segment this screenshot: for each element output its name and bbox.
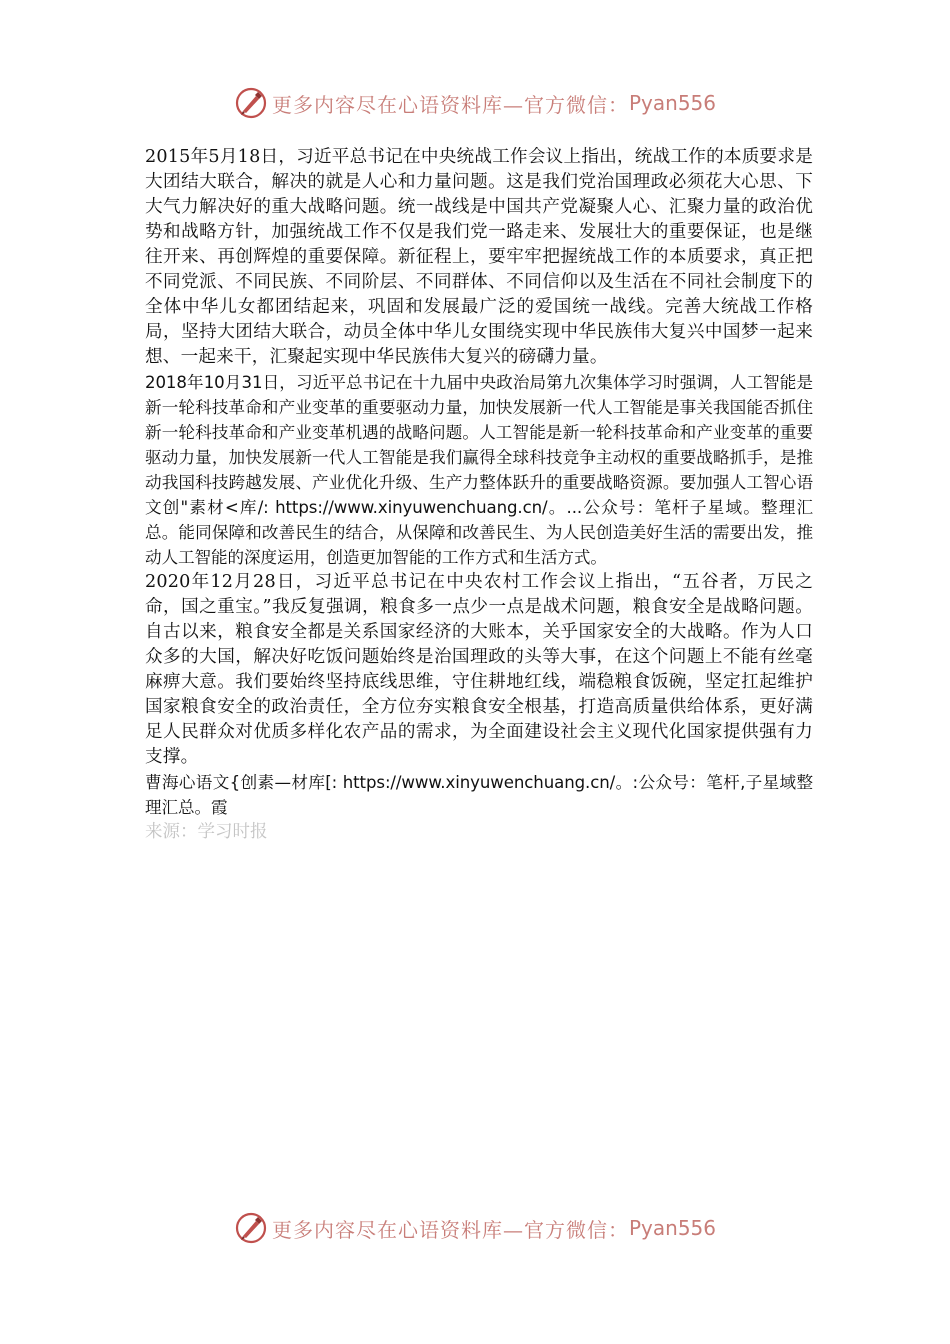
header-wechat-id: Pyan556 [628, 91, 716, 115]
footer-wechat-id: Pyan556 [628, 1216, 716, 1240]
document-body [145, 145, 813, 845]
paragraph-united-front: 2015年5月18日，习近平总书记在中央统战工作会议上指出，统战工作的本质要求是大团结大联合，解决的就是人心和力量问题。这是我们党治国理政必须花大心思、下大气力解决好的重大战略问题。统一战线是中国共产党凝聚人心、汇聚力量的政治优势和战略方针，加强统战工作不仅是我们党一路走来、发展壮大的重要保证，也是继往开来、再创辉煌的重要保障。新征程上，要牢牢把握统战工作的本质要求，真正把不同党派、不同民族、不同阶层、不同群体、不同信仰以及生活在不同社会制度下的全体中华儿女都团结起来，巩固和发展最广泛的爱国统一战线。完善大统战工作格局，坚持大团结大联合，动员全体中华儿女围绕实现中华民族伟大复兴中国梦一起来想、一起来干，汇聚起实现中华民族伟大复兴的磅礴力量。 [145, 147, 813, 367]
paragraph-food-security: 2020年12月28日，习近平总书记在中央农村工作会议上指出，“五谷者，万民之命，国之重宝。”我反复强调，粮食多一点少一点是战术问题，粮食安全是战略问题。自古以来，粮食安全都是关系国家经济的大账本，关乎国家安全的大战略。作为人口众多的大国，解决好吃饭问题始终是治国理政的头等大事，在这个问题上不能有丝毫麻痹大意。我们要始终坚持底线思维，守住耕地红线，端稳粮食饭碗，坚定扛起维护国家粮食安全的政治责任，全方位夯实粮食安全根基，打造高质量供给体系，更好满足人民群众对优质多样化农产品的需求，为全面建设社会主义现代化国家提供强有力支撑。 [145, 572, 813, 767]
header-watermark-text: 更多内容尽在心语资料库—官方微信： [271, 92, 629, 117]
pen-logo-icon [234, 1211, 268, 1245]
header-watermark-banner [0, 83, 950, 123]
footer-watermark-banner [0, 1208, 950, 1248]
footer-watermark-text: 更多内容尽在心语资料库—官方微信： [271, 1217, 629, 1242]
paragraph-artificial-intelligence: 2018年10月31日，习近平总书记在十九届中央政治局第九次集体学习时强调，人工智能是新一轮科技革命和产业变革的重要驱动力量，加快发展新一代人工智能是事关我国能否抓住新一轮科技革命和产业变革机遇的战略问题。人工智能是新一轮科技革命和产业变革的重要驱动力量，加快发展新一代人工智能是我们赢得全球科技竞争主动权的重要战略抓手，是推动我国科技跨越发展、产业优化升级、生产力整体跃升的重要战略资源。要加强人工智心语文创"素材<库/: https://www.xinyuwenchuang.cn/。...公众号：笔杆子星域。整理汇总。能同保障和改善民生的结合，从保障和改善民生、为人民创造美好生活的需要出发，推动人工智能的深度运用，创造更加智能的工作方式和生活方式。 [145, 373, 813, 567]
paragraph-watermark-note: 曹海心语文{创素—材库[: https://www.xinyuwenchuang.cn/。:公众号：笔杆,子星域整理汇总。霞 [145, 773, 813, 817]
source-line: 来源：学习时报 [145, 822, 268, 842]
pen-logo-icon [234, 86, 268, 120]
